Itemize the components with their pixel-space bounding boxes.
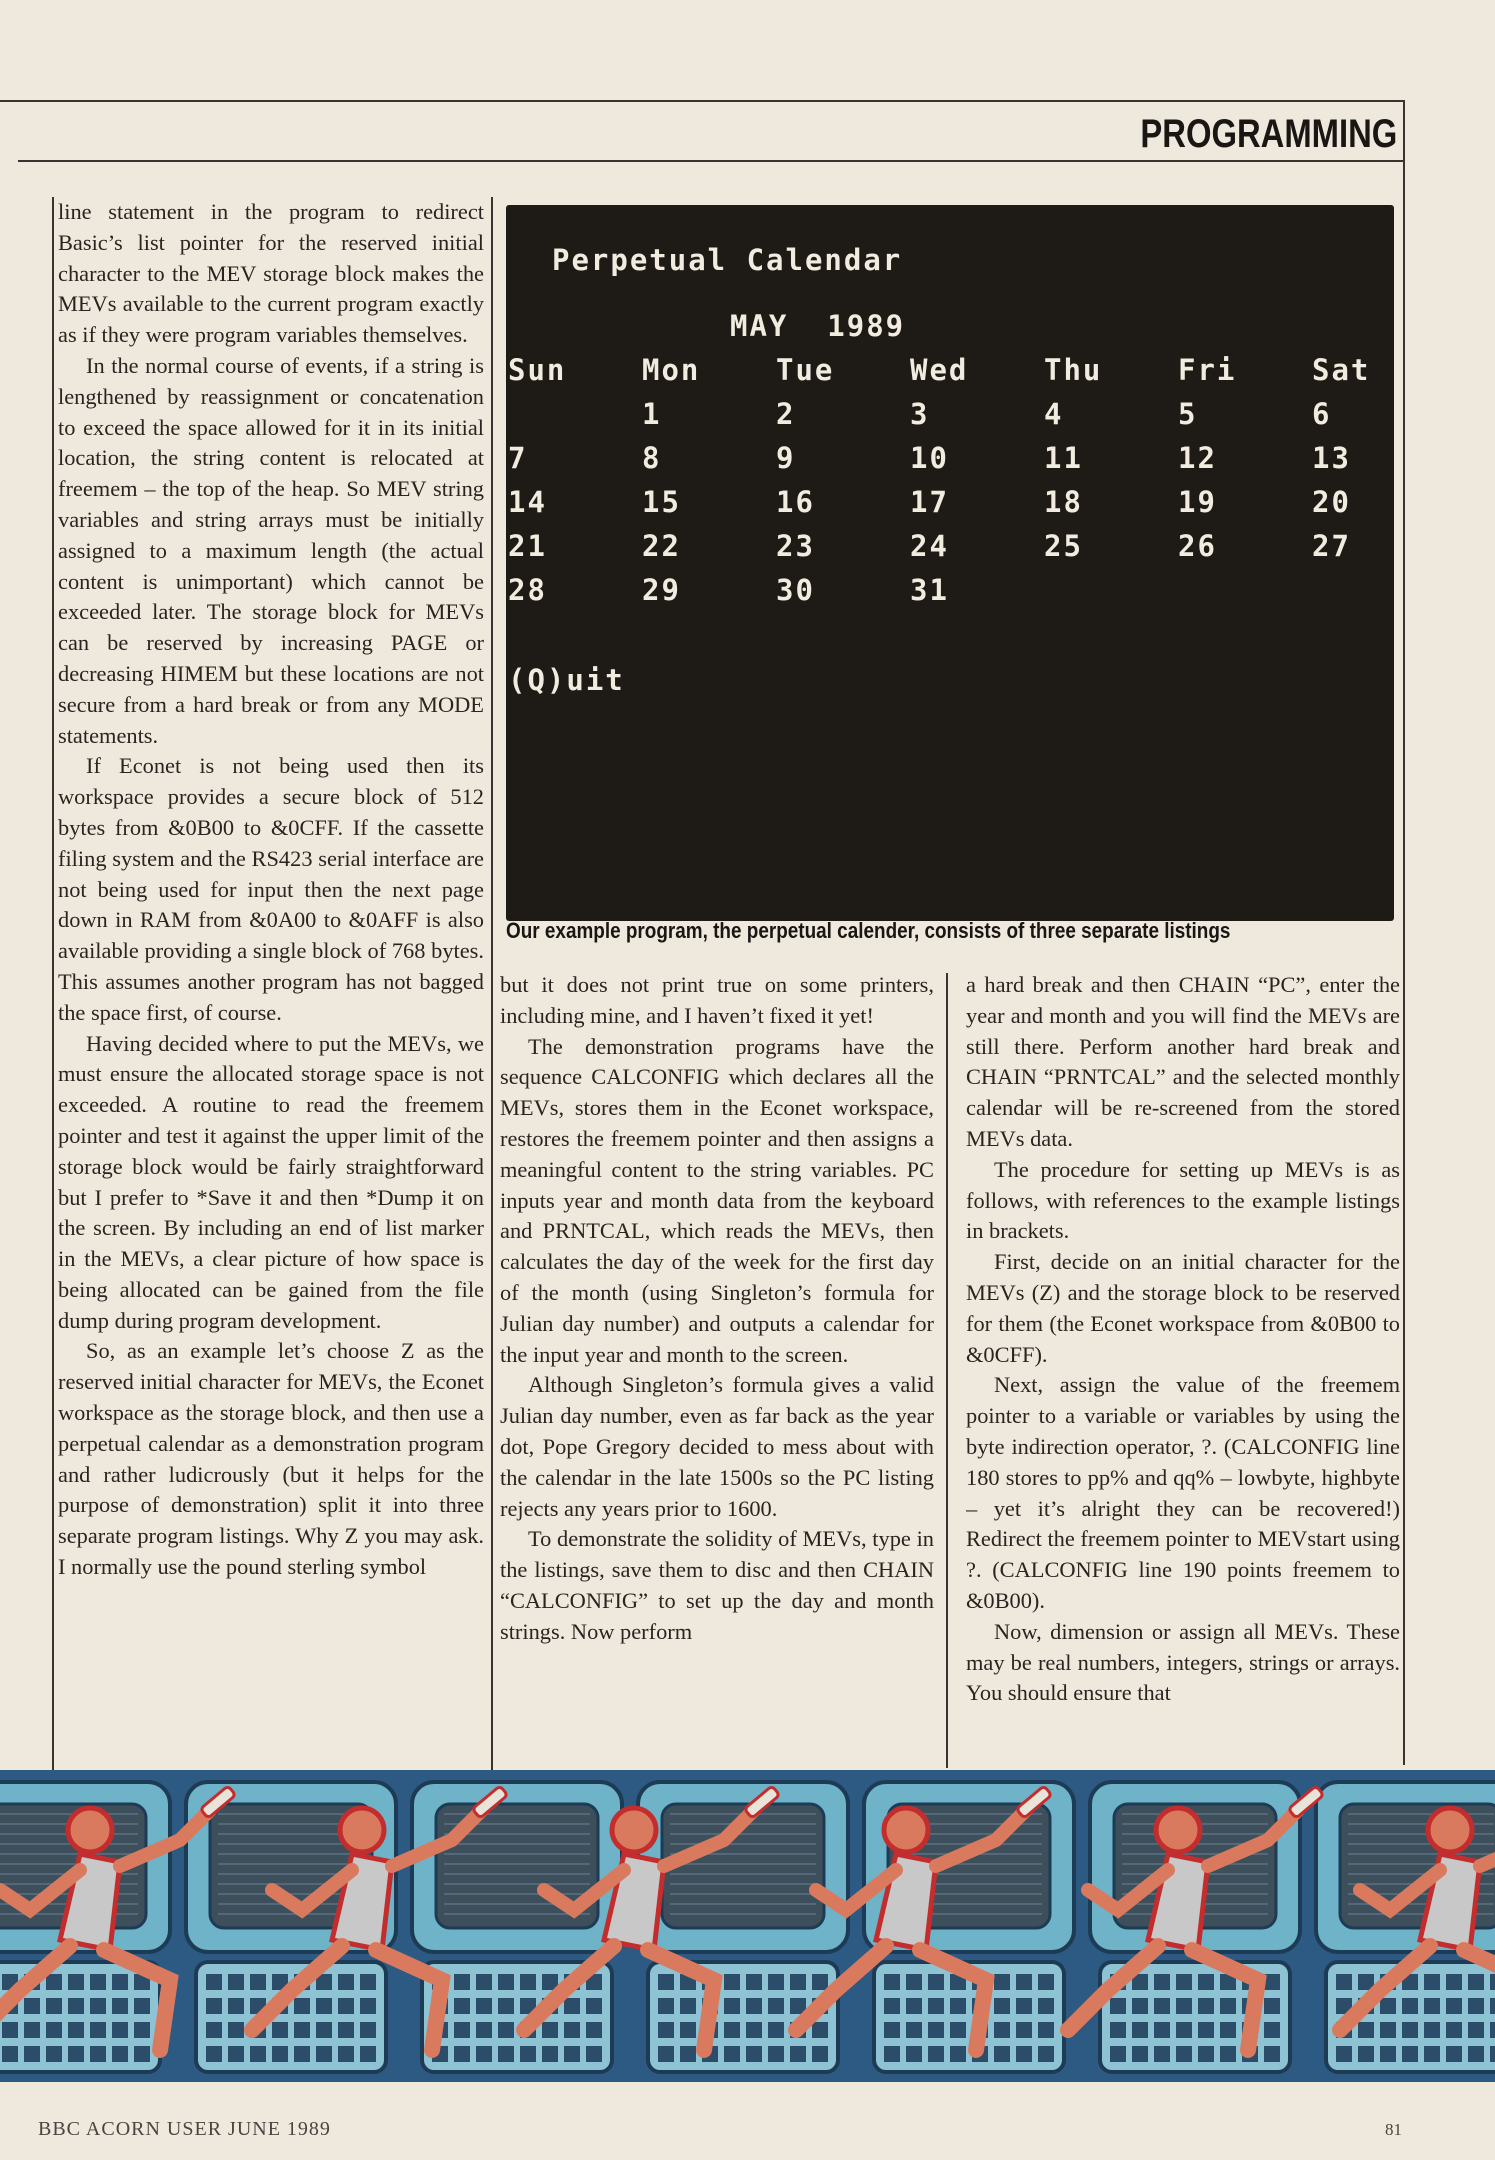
calendar-date: 10 — [910, 441, 949, 475]
calendar-date: 8 — [642, 441, 662, 475]
paragraph: Next, assign the value of the freemem pointer to a variable or variables by using the byte indirection operator, ?. (CALCONFIG line 180 stores to pp% and qq% – lowbyte, highbyte – yet it’s alright they can be recovered!) Redirect the freemem pointer to MEVstart using ?. (CALCONFIG line 190 points freemem to &0B00). — [966, 1372, 1400, 1613]
paragraph: If Econet is not being used then its workspace provides a secure block of 512 bytes from &0B00 to &0CFF. If the cassette filing system and the RS423 serial interface are not being used for input then the next page down in RAM from &0A00 to &0AFF is also available providing a single block of 768 bytes. This assumes another program has not bagged the space first, of course. — [58, 753, 484, 1025]
paragraph: In the normal course of events, if a string is lengthened by reassignment or concatenation to exceed the space allowed for it in its initial location, the string content is relocated at freemem – the top of the heap. So MEV string variables and string arrays must be initially assigned to a maximum length (the actual content is unimportant) which cannot be exceeded later. The storage block for MEVs can be reserved by increasing PAGE or decreasing HIMEM but these locations are not secure from a hard break or from any MODE statements. — [58, 352, 484, 748]
text-column-1 — [52, 197, 484, 1771]
calendar-date: 4 — [1044, 397, 1064, 431]
calendar-date: 21 — [508, 529, 547, 563]
calendar-date: 20 — [1312, 485, 1351, 519]
calendar-date: 30 — [776, 573, 815, 607]
calendar-date: 16 — [776, 485, 815, 519]
paragraph: a hard break and then CHAIN “PC”, enter the year and month and you will find the MEVs are still there. Perform another hard break and CHAIN “PRNTCAL” and the selected monthly calendar will be re-screened from the stored MEVs data. — [966, 972, 1400, 1151]
column-divider — [946, 973, 948, 1768]
publication-footer: BBC ACORN USER JUNE 1989 — [38, 2118, 331, 2140]
calendar-date: 7 — [508, 441, 528, 475]
calendar-month-year: MAY 1989 — [730, 309, 906, 343]
column-divider — [491, 197, 493, 1771]
relay-runners-illustration — [0, 1770, 1495, 2082]
page-number: 81 — [1385, 2120, 1402, 2139]
section-title: PROGRAMMING — [1140, 112, 1397, 156]
calendar-day-header: Fri — [1178, 353, 1237, 387]
calendar-date: 27 — [1312, 529, 1351, 563]
paragraph: First, decide on an initial character for the MEVs (Z) and the storage block to be reserved for them (the Econet workspace from &0B00 to &0CFF). — [966, 1249, 1400, 1367]
calendar-day-header: Sat — [1312, 353, 1371, 387]
calendar-day-header: Thu — [1044, 353, 1103, 387]
text-column-3 — [966, 970, 1400, 1766]
calendar-date: 28 — [508, 573, 547, 607]
calendar-date: 12 — [1178, 441, 1217, 475]
paragraph: The procedure for setting up MEVs is as follows, with references to the example listings in brackets. — [966, 1156, 1400, 1244]
figure-caption: Our example program, the perpetual calender, consists of three separate listings — [506, 918, 1231, 943]
calendar-date: 3 — [910, 397, 930, 431]
calendar-title: Perpetual Calendar — [552, 243, 903, 277]
paragraph: Now, dimension or assign all MEVs. These may be real numbers, integers, strings or arrays. You should ensure that — [966, 1618, 1400, 1706]
paragraph: To demonstrate the solidity of MEVs, type in the listings, save them to disc and then CHAIN “CALCONFIG” to set up the day and month strings. Now perform — [500, 1526, 934, 1644]
calendar-date: 22 — [642, 529, 681, 563]
calendar-date: 13 — [1312, 441, 1351, 475]
calendar-day-header: Mon — [642, 353, 701, 387]
paragraph: Although Singleton’s formula gives a valid Julian day number, even as far back as the year dot, Pope Gregory decided to mess about with the calendar in the late 1500s so the PC listing rejects any years prior to 1600. — [500, 1372, 934, 1521]
calendar-date: 31 — [910, 573, 949, 607]
calendar-date: 9 — [776, 441, 796, 475]
illustration-art — [0, 1770, 1495, 2082]
text-column-2 — [500, 970, 934, 1766]
calendar-date: 11 — [1044, 441, 1083, 475]
calendar-date: 6 — [1312, 397, 1332, 431]
paragraph: Having decided where to put the MEVs, we must ensure the allocated storage space is not exceeded. A routine to read the freemem pointer and test it against the upper limit of the storage block would be fairly straightforward but I prefer to *Save it and then *Dump it on the screen. By including an end of list marker in the MEVs, a clear picture of how space is being allocated can be gained from the file dump during program development. — [58, 1030, 484, 1333]
paragraph: line statement in the program to redirect Basic’s list pointer for the reserved initial character to the MEV storage block makes the MEVs available to the current program exactly as if they were program variables themselves. — [58, 199, 484, 348]
calendar-date: 14 — [508, 485, 547, 519]
calendar-date: 26 — [1178, 529, 1217, 563]
paragraph: So, as an example let’s choose Z as the reserved initial character for MEVs, the Econet workspace as the storage block, and then use a perpetual calendar as a demonstration program and rather ludicrously (but it helps for the purpose of demonstration) split it into three separate program listings. Why Z you may ask. I normally use the pound sterling symbol — [58, 1338, 484, 1580]
calendar-date: 18 — [1044, 485, 1083, 519]
calendar-date: 17 — [910, 485, 949, 519]
keyboard-icon — [196, 1962, 386, 2072]
calendar-date: 5 — [1178, 397, 1198, 431]
calendar-date: 1 — [642, 397, 662, 431]
calendar-date: 24 — [910, 529, 949, 563]
calendar-screen — [506, 205, 1394, 921]
paragraph: but it does not print true on some printers, including mine, and I haven’t fixed it yet! — [500, 972, 934, 1028]
calendar-day-header: Tue — [776, 353, 835, 387]
calendar-day-header: Sun — [508, 353, 567, 387]
calendar-date: 25 — [1044, 529, 1083, 563]
right-rule — [1403, 100, 1405, 1765]
calendar-date: 15 — [642, 485, 681, 519]
paragraph: The demonstration programs have the sequence CALCONFIG which declares all the MEVs, stores them in the Econet workspace, restores the freemem pointer and then assigns a meaningful content to the string variables. PC inputs year and month data from the keyboard and PRNTCAL, which reads the MEVs, then calculates the day of the week for the first day of the month (using Singleton’s formula for Julian day number) and outputs a calendar for the input year and month to the screen. — [500, 1033, 934, 1367]
calendar-day-header: Wed — [910, 353, 969, 387]
calendar-date: 2 — [776, 397, 796, 431]
top-rule — [0, 100, 1405, 102]
quit-prompt: (Q)uit — [508, 663, 625, 697]
calendar-date: 29 — [642, 573, 681, 607]
calendar-date: 19 — [1178, 485, 1217, 519]
header-rule — [18, 160, 1403, 162]
calendar-date: 23 — [776, 529, 815, 563]
